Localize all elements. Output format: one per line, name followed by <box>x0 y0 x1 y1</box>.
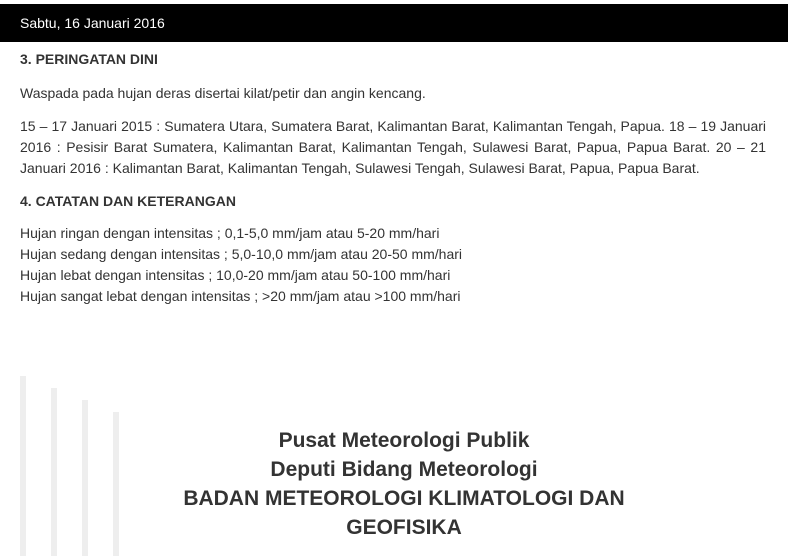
footer-agency-name: BADAN METEOROLOGI KLIMATOLOGI DAN <box>183 487 625 510</box>
header-date: Sabtu, 16 Januari 2016 <box>20 15 165 31</box>
note-moderate-rain: Hujan sedang dengan intensitas ; 5,0-10,0 mm/jam atau 20-50 mm/hari <box>20 246 463 262</box>
main-content <box>20 49 766 307</box>
note-heavy-rain: Hujan lebat dengan intensitas ; 10,0-20 mm/jam atau 50-100 mm/hari <box>20 267 451 283</box>
intensity-notes <box>20 223 766 307</box>
decorative-stripe <box>82 400 88 556</box>
warning-details: 15 – 17 Januari 2015 : Sumatera Utara, Sumatera Barat, Kalimantan Barat, Kalimantan Tengah, Papua. 18 – 19 Januari 2016 : Pesisir Barat Sumatera, Kalimantan Barat, Kalimantan Tengah, Sulawesi Barat, Papua, Papua Barat. 20 – 21 Januari 2016 : Kalimantan Barat, Kalimantan Tengah, Sulawesi Tengah, Sulawesi Barat, Papua, Papua Barat. <box>20 118 766 176</box>
footer-agency-name-cont: GEOFISIKA <box>346 516 462 539</box>
note-very-heavy-rain: Hujan sangat lebat dengan intensitas ; >20 mm/jam atau >100 mm/hari <box>20 288 461 304</box>
decorative-stripe <box>113 412 119 556</box>
section-3-heading: 3. PERINGATAN DINI <box>20 51 158 67</box>
date-header-bar <box>0 4 788 42</box>
decorative-stripe <box>20 376 26 556</box>
footer-center-name: Pusat Meteorologi Publik <box>278 429 530 452</box>
warning-text: Waspada pada hujan deras disertai kilat/petir dan angin kencang. <box>20 85 426 101</box>
section-4-heading: 4. CATATAN DAN KETERANGAN <box>20 193 236 209</box>
decorative-stripe <box>51 388 57 556</box>
note-light-rain: Hujan ringan dengan intensitas ; 0,1-5,0 mm/jam atau 5-20 mm/hari <box>20 225 440 241</box>
footer-organization <box>124 426 684 542</box>
footer-deputy-name: Deputi Bidang Meteorologi <box>270 458 538 481</box>
